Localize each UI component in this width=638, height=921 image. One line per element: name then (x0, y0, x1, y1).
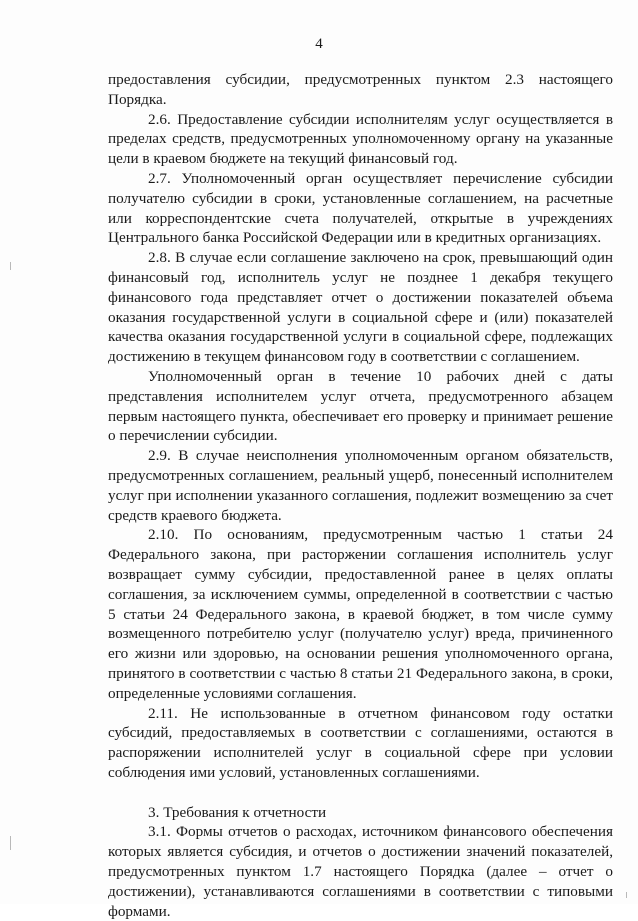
paragraph-2-8: 2.8. В случае если соглашение заключено на срок, превышающий один финансовый год, исполнитель услуг не позднее 1 декабря текущего финансового года представляет отчет о достижении показателей объема оказания государственной услуги в социальной сфере и (или) показателей качества оказания государственной услуги в социальной сфере, подлежащих достижению в текущем финансовом году в соответствии с соглашением. (108, 249, 613, 366)
scan-mark (626, 892, 627, 898)
paragraph-2-11: 2.11. Не использованные в отчетном финансовом году остатки субсидий, предоставляемых в соответствии с соглашениями, остаются в распоряжении исполнителей услуг в социальной сфере при условии соблюдения ими условий, установленных соглашениями. (108, 704, 613, 781)
page-number: 4 (315, 36, 323, 52)
paragraph-3-1: 3.1. Формы отчетов о расходах, источником финансового обеспечения которых является субсидия, и отчетов о достижении значений показателей, предусмотренных пунктом 1.7 настоящего Порядка (далее – отчет о достижении), устанавливаются соглашениями в соответствии с типовыми формами. (108, 823, 613, 920)
paragraph-2-9: 2.9. В случае неисполнения уполномоченным органом обязательств, предусмотренных соглашением, реальный ущерб, понесенный исполнителем услуг при исполнении указанного соглашения, подлежит возмещению за счет средств краевого бюджета. (108, 447, 613, 524)
section-heading: 3. Требования к отчетности (148, 803, 327, 821)
paragraph-2-6: 2.6. Предоставление субсидии исполнителям услуг осуществляется в пределах средств, предусмотренных уполномоченному органу на указанные цели в краевом бюджете на текущий финансовый год. (108, 110, 613, 168)
document-body (108, 70, 613, 921)
scan-mark (10, 262, 11, 270)
paragraph-2-5-end: предоставления субсидии, предусмотренных пунктом 2.3 настоящего Порядка. (108, 71, 613, 108)
scan-mark (10, 836, 11, 850)
paragraph-2-7: 2.7. Уполномоченный орган осуществляет перечисление субсидии получателю субсидии в сроки, установленные соглашением, на расчетные или корреспондентские счета получателей, открытые в учреждениях Центрального банка Российской Федерации или в кредитных организациях. (108, 169, 613, 247)
paragraph-2-8-second: Уполномоченный орган в течение 10 рабочих дней с даты представления исполнителем услуг отчета, предусмотренного абзацем первым настоящего пункта, обеспечивает его проверку и принимает решение о перечислении субсидии. (108, 367, 613, 445)
paragraph-2-10: 2.10. По основаниям, предусмотренным частью 1 статьи 24 Федерального закона, при расторжении соглашения исполнитель услуг возвращает сумму субсидии, предоставленной ранее в целях оплаты соглашения, за исключением суммы, определенной в соответствии с частью 5 статьи 24 Федерального закона, в краевой бюджет, в том числе сумму возмещенного потребителю услуг (получателю услуг) вреда, причиненного его жизни или здоровью, на основании решения уполномоченного органа, принятого в соответствии с частью 8 статьи 21 Федерального закона, в сроки, определенные условиями соглашения. (108, 526, 613, 702)
